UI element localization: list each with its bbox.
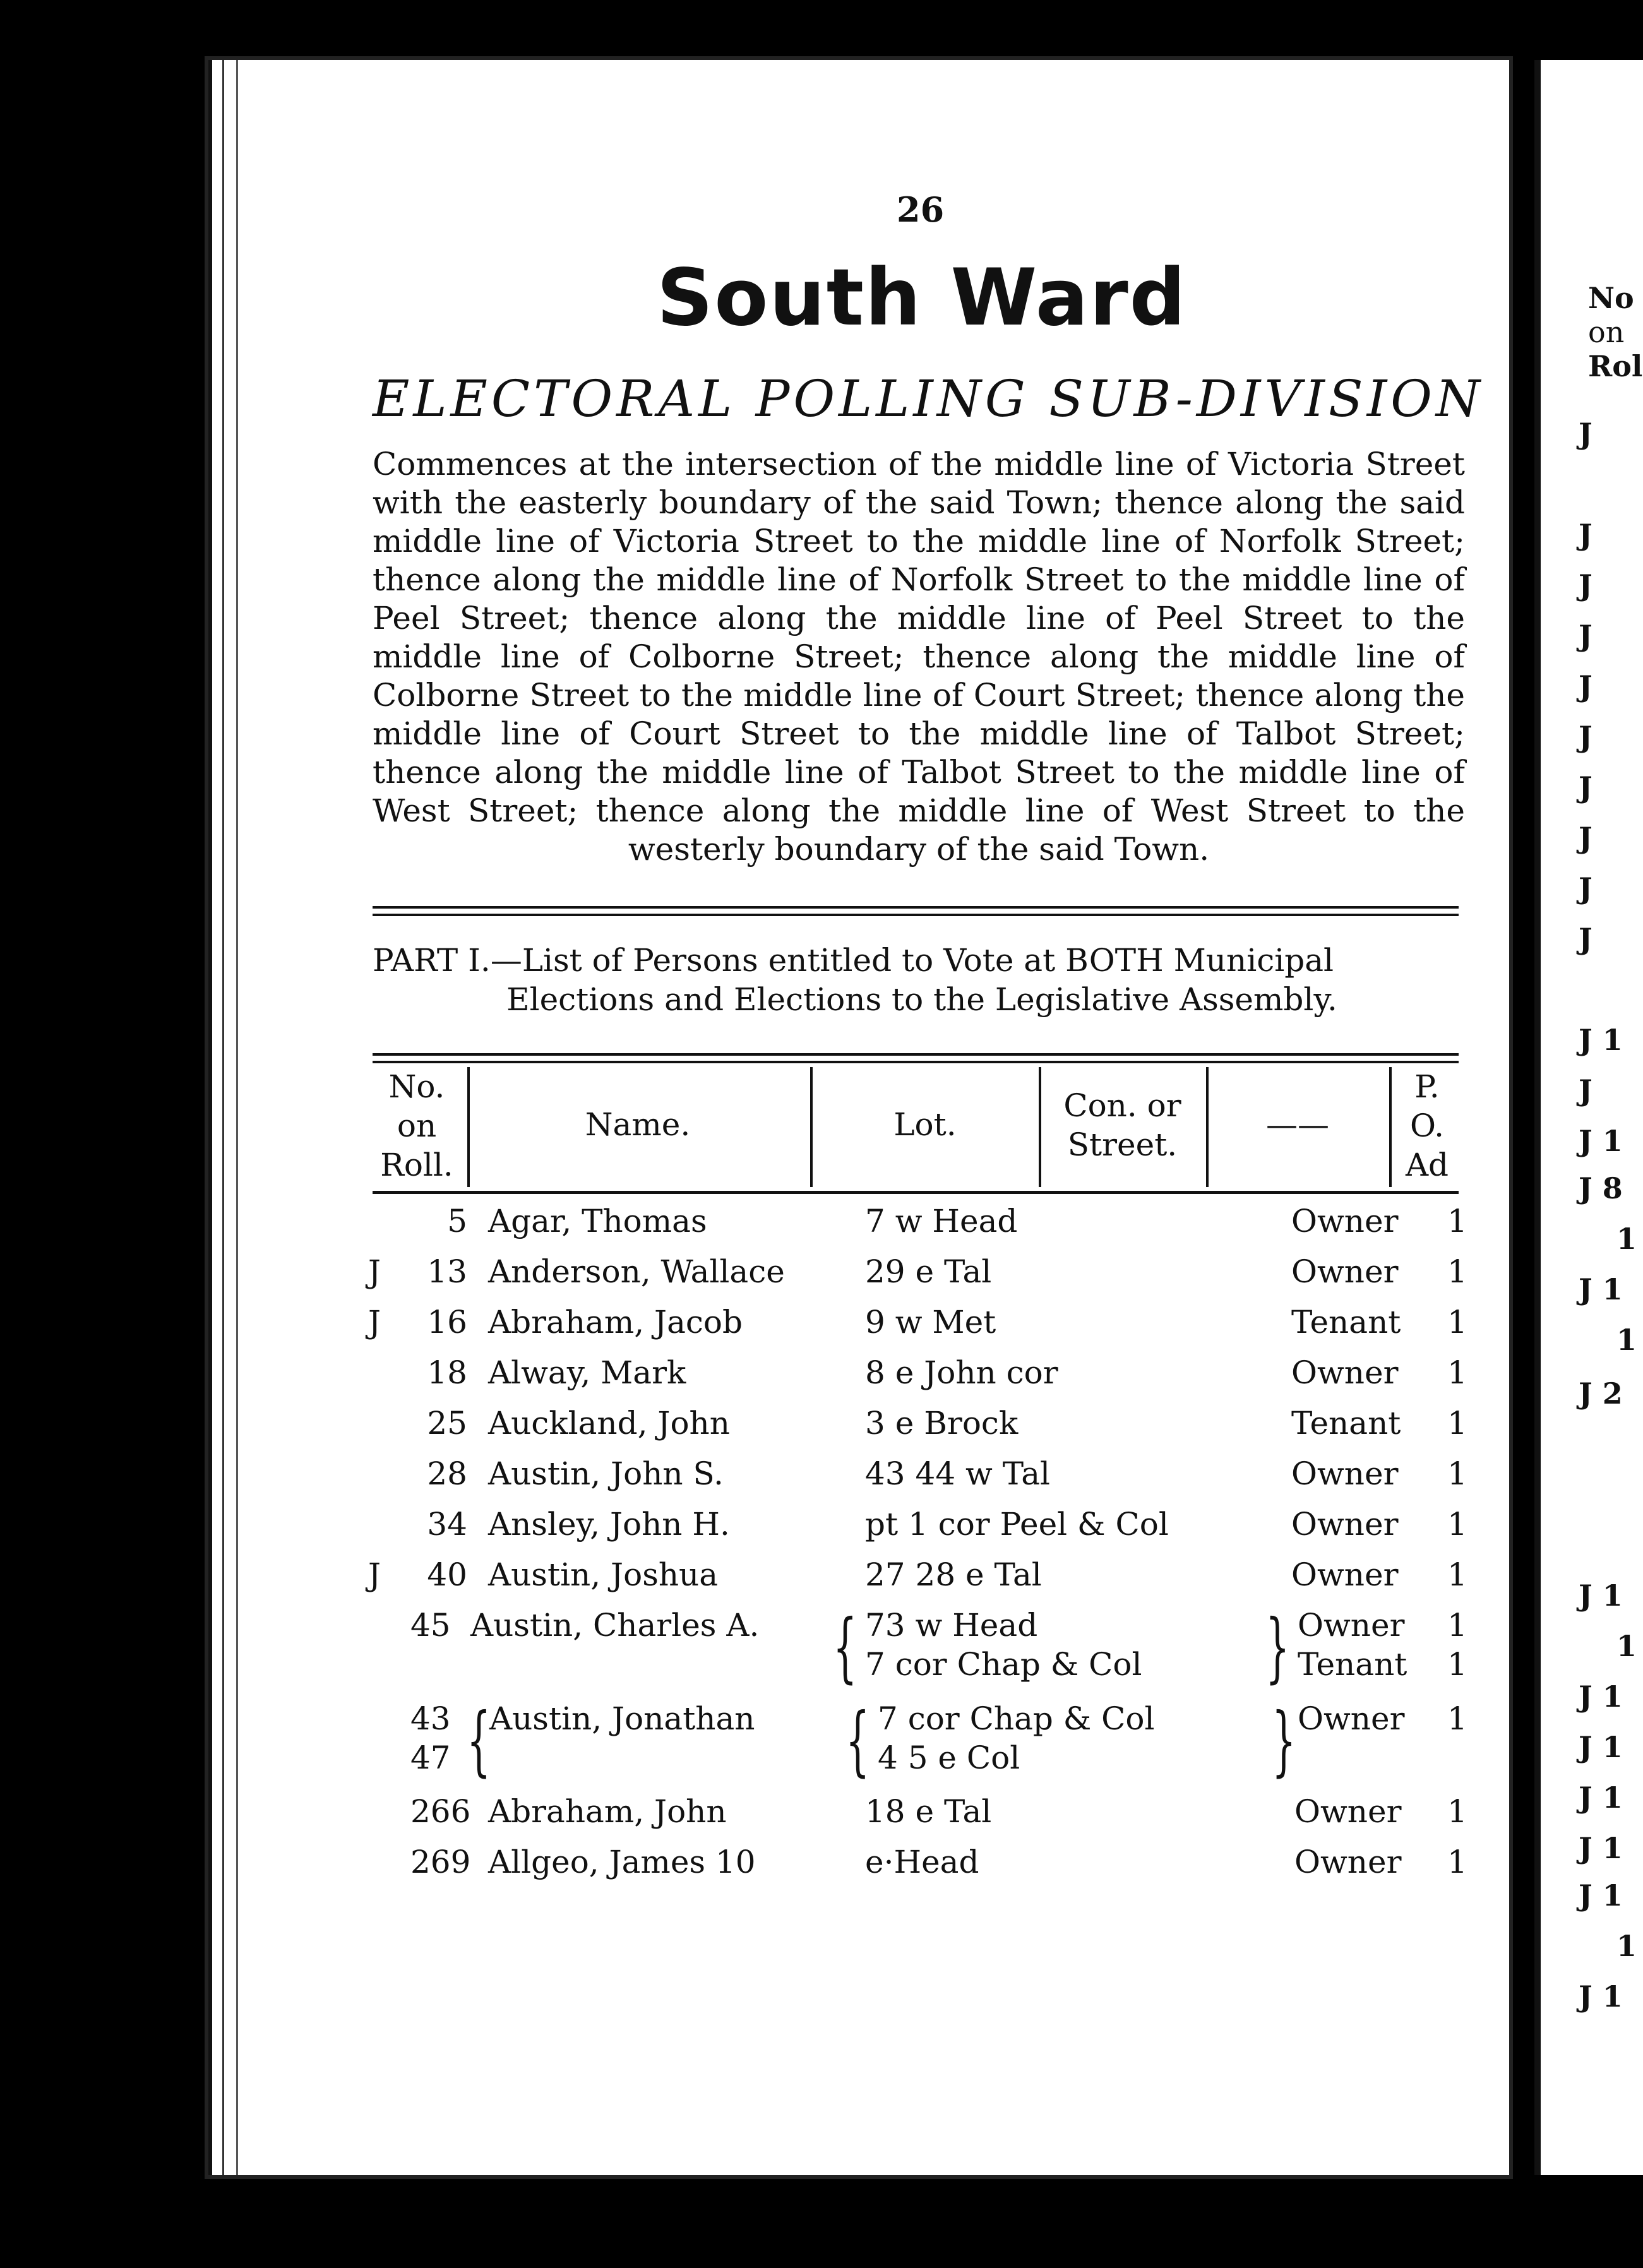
- po-ad: 1: [1447, 1646, 1467, 1683]
- status: Owner: [1291, 1253, 1399, 1290]
- facing-page-mark: J: [1579, 669, 1592, 703]
- status: Owner: [1291, 1506, 1399, 1543]
- table-header-rule: [373, 1191, 1459, 1194]
- column-divider: [1389, 1067, 1392, 1187]
- lot: 29 e Tal: [865, 1253, 992, 1290]
- roll-number: 13: [427, 1253, 467, 1290]
- status: Owner: [1291, 1354, 1399, 1391]
- table-row: [0, 1506, 1637, 1556]
- roll-number: 16: [427, 1304, 467, 1340]
- facing-page-mark: 1: [1616, 1323, 1637, 1357]
- voter-name: Abraham, John: [488, 1793, 727, 1830]
- voter-name: Alway, Mark: [488, 1354, 686, 1391]
- table-top-rule: [373, 1053, 1459, 1056]
- voter-name: Ansley, John H.: [488, 1506, 730, 1543]
- voter-name: Allgeo, James 10: [488, 1844, 756, 1880]
- header-no-on-roll: No. on Roll.: [380, 1068, 453, 1183]
- po-ad: 1: [1447, 1354, 1467, 1391]
- facing-page-mark: J: [1579, 871, 1592, 905]
- status: Tenant: [1291, 1304, 1401, 1340]
- status: Owner: [1291, 1203, 1399, 1239]
- po-ad: 1: [1447, 1793, 1467, 1830]
- roll-number: 5: [447, 1203, 467, 1239]
- facing-page-mark: 1: [1616, 1929, 1637, 1963]
- facing-page-mark: J: [1579, 922, 1592, 956]
- lot: 18 e Tal: [865, 1793, 992, 1830]
- voter-name: Abraham, Jacob: [488, 1304, 743, 1340]
- header-con-street: Con. or Street.: [1063, 1087, 1181, 1163]
- table-top-rule: [373, 1061, 1459, 1063]
- facing-page-mark: J: [1579, 619, 1592, 653]
- po-ad: 1: [1447, 1455, 1467, 1492]
- facing-page-mark: J 1: [1579, 1781, 1623, 1815]
- table-row: [0, 1304, 1637, 1354]
- roll-number: 47: [410, 1740, 451, 1776]
- lot: 27 28 e Tal: [865, 1556, 1042, 1593]
- facing-page-mark: J 1: [1579, 1124, 1623, 1158]
- status: Owner: [1291, 1556, 1399, 1593]
- facing-page-mark: J 1: [1579, 1730, 1623, 1764]
- voter-name: Auckland, John: [488, 1405, 730, 1441]
- po-ad: 1: [1447, 1844, 1467, 1880]
- roll-number: 18: [427, 1354, 467, 1391]
- table-row: [0, 1203, 1637, 1253]
- facing-page-mark: J 8: [1579, 1171, 1623, 1205]
- column-divider: [1039, 1067, 1041, 1187]
- page-number: 26: [897, 189, 945, 230]
- facing-page-mark: J: [1579, 568, 1592, 602]
- column-divider: [467, 1067, 470, 1187]
- header-name: Name.: [585, 1106, 691, 1143]
- table-row-43-47: 43 47 { Austin, Jonathan { 7 cor Chap & Col 4 5 e Col } Owner 1: [410, 1697, 1467, 1785]
- part-heading: PART I.—List of Persons entitled to Vote at BOTH Municipal Elections and Elections to the Legislative Assembly.: [373, 942, 1337, 1018]
- table-row: [0, 1556, 1637, 1607]
- po-ad: 1: [1447, 1405, 1467, 1441]
- table-row-45: 45 Austin, Charles A. { 73 w Head 7 cor Chap & Col } Owner Tenant 1 1: [410, 1604, 1467, 1692]
- juror-mark: J: [368, 1304, 381, 1340]
- voter-name: Austin, Charles A.: [470, 1607, 760, 1644]
- facing-page-mark: J 1: [1579, 1579, 1623, 1613]
- facing-page-mark: J 1: [1579, 1023, 1623, 1057]
- facing-page-mark: J: [1579, 518, 1592, 552]
- roll-number: 45: [410, 1607, 451, 1644]
- divider-rule: [373, 914, 1459, 916]
- voter-name: Austin, John S.: [488, 1455, 724, 1492]
- table-row: [0, 1455, 1637, 1506]
- lot: 43 44 w Tal: [865, 1455, 1050, 1492]
- header-po-ad: P. O. Ad: [1405, 1068, 1449, 1183]
- roll-number: 43: [410, 1700, 451, 1737]
- po-ad: 1: [1447, 1203, 1467, 1239]
- facing-page-mark: J: [1579, 1073, 1592, 1107]
- table-row: [0, 1405, 1637, 1455]
- lot: 3 e Brock: [865, 1405, 1019, 1441]
- column-divider: [810, 1067, 813, 1187]
- facing-page-mark: J: [1579, 417, 1592, 451]
- status: Owner: [1294, 1844, 1402, 1880]
- facing-page-mark: J: [1579, 720, 1592, 754]
- status: Tenant: [1298, 1646, 1407, 1683]
- boundary-description: Commences at the intersection of the middle line of Victoria Street with the easterly boundary of the said Town; thence along the said middle line of Victoria Street to the middle line of Norfolk Street; thence along the middle line of Norfolk Street to the middle line of Peel Street; thence along the middle line of Peel Street to the middle line of Colborne Street; thence along the middle line of Colborne Street to the middle line of Court Street; thence along the middle line of Court Street to the middle line of Talbot Street; thence along the middle line of Talbot Street to the middle line of West Street; thence along the middle line of West Street to the westerly boundary of the said Town.: [373, 446, 1465, 868]
- lot: 9 w Met: [865, 1304, 996, 1340]
- voter-name: Austin, Joshua: [488, 1556, 719, 1593]
- roll-number: 25: [427, 1405, 467, 1441]
- facing-page-mark: 1: [1616, 1629, 1637, 1663]
- lot: 8 e John cor: [865, 1354, 1058, 1391]
- column-divider: [1206, 1067, 1209, 1187]
- facing-header: No on Rol: [1588, 281, 1643, 383]
- roll-number: 34: [427, 1506, 467, 1543]
- facing-page-mark: J 1: [1579, 1878, 1623, 1913]
- roll-number: 40: [427, 1556, 467, 1593]
- lot: 4 5 e Col: [878, 1740, 1020, 1776]
- roll-number: 269: [410, 1844, 471, 1880]
- lot: 7 cor Chap & Col: [865, 1646, 1142, 1683]
- status: Owner: [1298, 1607, 1405, 1644]
- table-row: [0, 1253, 1637, 1304]
- header-lot: Lot.: [893, 1106, 957, 1143]
- lot: 7 w Head: [865, 1203, 1018, 1239]
- status: Owner: [1294, 1793, 1402, 1830]
- facing-page-mark: J 1: [1579, 1979, 1623, 2014]
- po-ad: 1: [1447, 1556, 1467, 1593]
- po-ad: 1: [1447, 1607, 1467, 1644]
- lot: pt 1 cor Peel & Col: [865, 1506, 1169, 1543]
- divider-rule: [373, 906, 1459, 909]
- table-row: [0, 1844, 1637, 1894]
- po-ad: 1: [1447, 1506, 1467, 1543]
- status: Owner: [1291, 1455, 1399, 1492]
- po-ad: 1: [1447, 1304, 1467, 1340]
- po-ad: 1: [1447, 1700, 1467, 1737]
- status: Tenant: [1291, 1405, 1401, 1441]
- juror-mark: J: [368, 1253, 381, 1290]
- facing-page-mark: J: [1579, 770, 1592, 804]
- status: Owner: [1298, 1700, 1405, 1737]
- voter-name: Austin, Jonathan: [489, 1700, 755, 1737]
- facing-page-mark: J 1: [1579, 1272, 1623, 1306]
- facing-page-mark: J: [1579, 821, 1592, 855]
- ward-title: South Ward: [657, 253, 1187, 343]
- facing-page-mark: J 1: [1579, 1680, 1623, 1714]
- juror-mark: J: [368, 1556, 381, 1593]
- header-blank: ——: [1266, 1106, 1329, 1143]
- facing-page-mark: 1: [1616, 1222, 1637, 1256]
- voter-name: Anderson, Wallace: [488, 1253, 785, 1290]
- table-row: [0, 1354, 1637, 1405]
- subtitle: ELECTORAL POLLING SUB-DIVISION: [373, 369, 1484, 428]
- lot: e·Head: [865, 1844, 979, 1880]
- facing-page-mark: J 1: [1579, 1831, 1623, 1865]
- lot: 73 w Head: [865, 1607, 1038, 1644]
- voter-name: Agar, Thomas: [488, 1203, 707, 1239]
- lot: 7 cor Chap & Col: [878, 1700, 1155, 1737]
- po-ad: 1: [1447, 1253, 1467, 1290]
- roll-number: 28: [427, 1455, 467, 1492]
- table-row: [0, 1793, 1637, 1844]
- roll-number: 266: [410, 1793, 471, 1830]
- facing-page-mark: J 2: [1579, 1376, 1623, 1411]
